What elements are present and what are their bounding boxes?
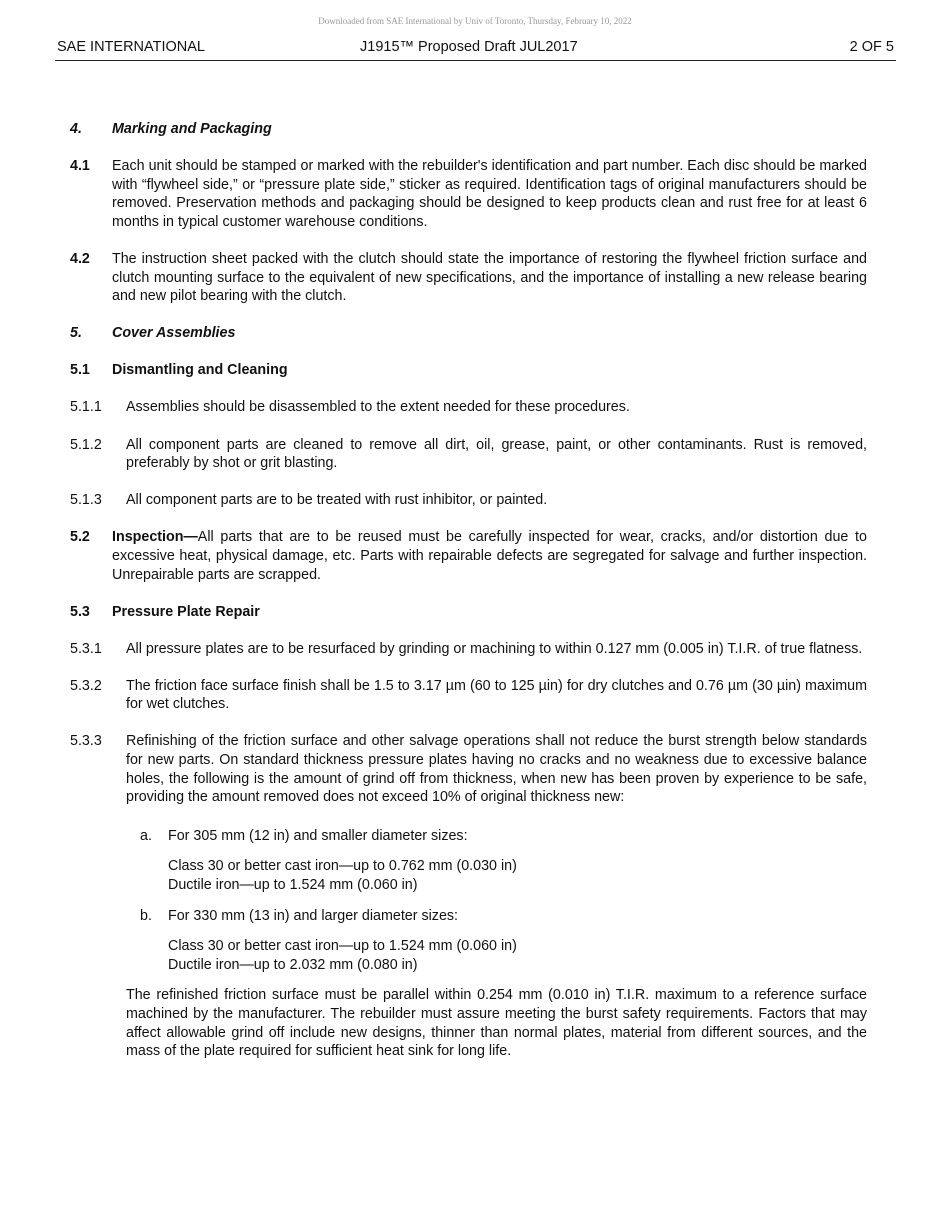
section-title: Marking and Packaging (112, 121, 272, 137)
section-number: 5.1.1 (70, 399, 102, 416)
section-title: Dismantling and Cleaning (112, 362, 288, 379)
section-number: 4.1 (70, 158, 90, 175)
section-5-3-2 (70, 677, 867, 714)
section-4-1 (70, 157, 867, 231)
section-5-2 (70, 528, 867, 584)
section-text: All pressure plates are to be resurfaced by grinding or machining to within 0.127 mm (0.005 in) T.I.R. of true flatness. (126, 640, 863, 657)
section-number: 5.3.3 (70, 733, 102, 750)
spec-line: Class 30 or better cast iron—up to 0.762 mm (0.030 in) (168, 858, 517, 875)
spec-line: Class 30 or better cast iron—up to 1.524 mm (0.060 in) (168, 938, 517, 955)
list-label: b. (140, 907, 152, 924)
section-title: Cover Assemblies (112, 325, 236, 342)
spec-line: Ductile iron—up to 2.032 mm (0.080 in) (168, 956, 418, 973)
list-item-b (140, 907, 867, 926)
section-text: Refinishing of the friction surface and other salvage operations shall not reduce the burst strength below standards for new parts. On standard thickness pressure plates having no cracks and no weakness due to excessive balance holes, the following is the amount of grind off from thickness, when new has been proven by experience to be safe, providing the amount removed does not exceed 10% of original thickness new: (126, 733, 867, 806)
section-number: 5.3 (70, 603, 90, 620)
page-header (55, 38, 896, 61)
list-text: For 305 mm (12 in) and smaller diameter sizes: (168, 827, 468, 844)
section-text: All component parts are cleaned to remove all dirt, oil, grease, paint, or other contaminants. Rust is removed, preferably by shot or grit blasting. (126, 436, 867, 472)
section-4-2 (70, 250, 867, 306)
spec-line: Ductile iron—up to 1.524 mm (0.060 in) (168, 877, 418, 894)
section-number: 4. (70, 121, 82, 137)
section-text: The instruction sheet packed with the clutch should state the importance of restoring the flywheel friction surface and clutch mounting surface to the equivalent of new specifications, and the importance of installing a new release bearing and new pilot bearing with the clutch. (112, 250, 867, 305)
section-number: 5.1.3 (70, 492, 102, 509)
section-text: Each unit should be stamped or marked with the rebuilder's identification and part number. Each disc should be marked with “flywheel side,” or “pressure plate side,” sticker as required. Identification tags of original manufacturers should be removed. Preservation methods and packaging should be designed to keep products clean and rust free for at least 6 months in typical customer warehouse conditions. (112, 158, 867, 230)
section-4-heading (70, 120, 867, 139)
document-body (70, 120, 867, 1061)
list-label: a. (140, 827, 152, 844)
section-body: All parts that are to be reused must be carefully inspected for wear, cracks, and/or distortion due to excessive heat, physical damage, etc. Parts with repairable defects are segregated for salvage and further inspection. Unrepairable parts are scrapped. (112, 529, 867, 583)
section-5-heading (70, 324, 867, 343)
header-page-number: 2 OF 5 (849, 39, 894, 55)
list-text: For 330 mm (13 in) and larger diameter sizes: (168, 907, 459, 924)
section-title: Inspection— (112, 529, 198, 546)
section-number: 4.2 (70, 250, 90, 267)
list-item-a (140, 827, 867, 846)
section-text: All component parts are to be treated with rust inhibitor, or painted. (126, 492, 548, 509)
section-number: 5. (70, 325, 82, 342)
section-number: 5.3.2 (70, 677, 102, 694)
section-5-1-2 (70, 436, 867, 473)
section-5-1-1 (70, 398, 867, 417)
section-number: 5.1.2 (70, 436, 102, 453)
section-5-3-heading (70, 603, 867, 622)
download-watermark: Downloaded from SAE International by Univ of Toronto, Thursday, February 10, 2022 (318, 16, 632, 26)
section-5-1-3 (70, 491, 867, 510)
section-5-1-heading (70, 361, 867, 380)
section-text (112, 528, 867, 584)
closing-paragraph: The refinished friction surface must be parallel within 0.254 mm (0.010 in) T.I.R. maximum to a reference surface machined by the manufacturer. The rebuilder must assure meeting the burst safety requirements. Factors that may affect allowable grind off include new designs, thinner than normal plates, material from different sources, and the mass of the plate required for sufficient heat sink for long life. (126, 987, 867, 1060)
header-org: SAE INTERNATIONAL (57, 39, 205, 55)
section-5-3-3 (70, 732, 867, 806)
section-title: Pressure Plate Repair (112, 603, 260, 620)
section-text: Assemblies should be disassembled to the extent needed for these procedures. (126, 399, 630, 416)
section-number: 5.3.1 (70, 640, 102, 657)
section-5-3-1 (70, 640, 867, 659)
section-number: 5.1 (70, 362, 90, 379)
section-number: 5.2 (70, 529, 90, 546)
section-text: The friction face surface finish shall be 1.5 to 3.17 µm (60 to 125 µin) for dry clutches and 0.76 µm (30 µin) maximum for wet clutches. (126, 677, 867, 713)
header-doc-title: J1915™ Proposed Draft JUL2017 (360, 39, 578, 55)
